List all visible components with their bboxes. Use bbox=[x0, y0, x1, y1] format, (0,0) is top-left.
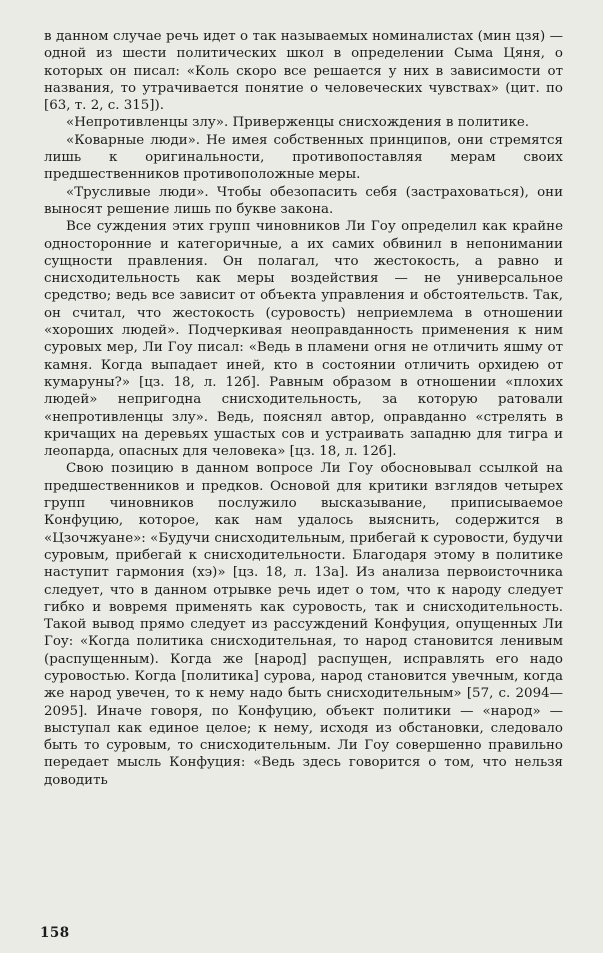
page-number: 158 bbox=[40, 925, 70, 941]
paragraph-6: Свою позицию в данном вопросе Ли Гоу обосновывал ссылкой на предшественников и предков. Основой для критики взглядов четырех групп чиновников послужило высказывание, приписываемое Конфуцию, которое, как нам удалось выяснить, содержится в «Цзочжуане»: «Будучи снисходительным, прибегай к суровости, будучи суровым, прибегай к снисходительности. Благодаря этому в политике наступит гармония (хэ)» [цз. 18, л. 13а]. Из анализа первоисточника следует, что в данном отрывке речь идет о том, что к народу следует гибко и вовремя применять как суровость, так и снисходительность. Такой вывод прямо следует из рассуждений Конфуция, опущенных Ли Гоу: «Когда политика снисходительная, то народ становится ленивым (распущенным). Когда же [народ] распущен, исправлять его надо суровостью. Когда [политика] сурова, народ становится увечным, когда же народ увечен, то к нему надо быть снисходительным» [57, с. 2094—2095]. Иначе говоря, по Конфуцию, объект политики — «народ» — выступал как единое целое; к нему, исходя из обстановки, следовало быть то суровым, то снисходительным. Ли Гоу совершенно правильно передает мысль Конфуция: «Ведь здесь говорится о том, что нельзя доводить bbox=[44, 461, 563, 788]
paragraph-2: «Непротивленцы злу». Приверженцы снисхождения в политике. bbox=[66, 115, 530, 131]
paragraph-1: в данном случае речь идет о так называемых номиналистах (мин цзя) — одной из шести политических школ в определении Сыма Цяня, о которых он писал: «Коль скоро все решается у них в зависимости от названия, то утрачивается понятие о человеческих чувствах» (цит. по [63, т. 2, с. 315]). bbox=[44, 29, 563, 114]
paragraph-3: «Коварные люди». Не имея собственных принципов, они стремятся лишь к оригинальности, противопоставляя мерам своих предшественников противоположные меры. bbox=[44, 132, 563, 183]
paragraph-5: Все суждения этих групп чиновников Ли Гоу определил как крайне односторонние и категоричные, а их самих обвинил в непонимании сущности правления. Он полагал, что жестокость, а равно и снисходительность как меры воздействия — не универсальное средство; ведь все зависит от объекта управления и обстоятельств. Так, он считал, что жестокость (суровость) неприемлема в отношении «хороших людей». Подчеркивая неоправданность применения к ним суровых мер, Ли Гоу писал: «Ведь в пламени огня не отличить яшму от камня. Когда выпадает иней, кто в состоянии отличить орхидею от кумаруны?» [цз. 18, л. 12б]. Равным образом в отношении «плохих людей» непригодна снисходительность, за которую ратовали «непротивленцы злу». Ведь, пояснял автор, оправданно «стрелять в кричащих на деревьях ушастых сов и устраивать западню для тигра и леопарда, опасных для человека» [цз. 18, л. 12б]. bbox=[44, 219, 563, 460]
paragraph-4: «Трусливые люди». Чтобы обезопасить себя (застраховаться), они выносят решение лишь по букве закона. bbox=[44, 184, 563, 217]
